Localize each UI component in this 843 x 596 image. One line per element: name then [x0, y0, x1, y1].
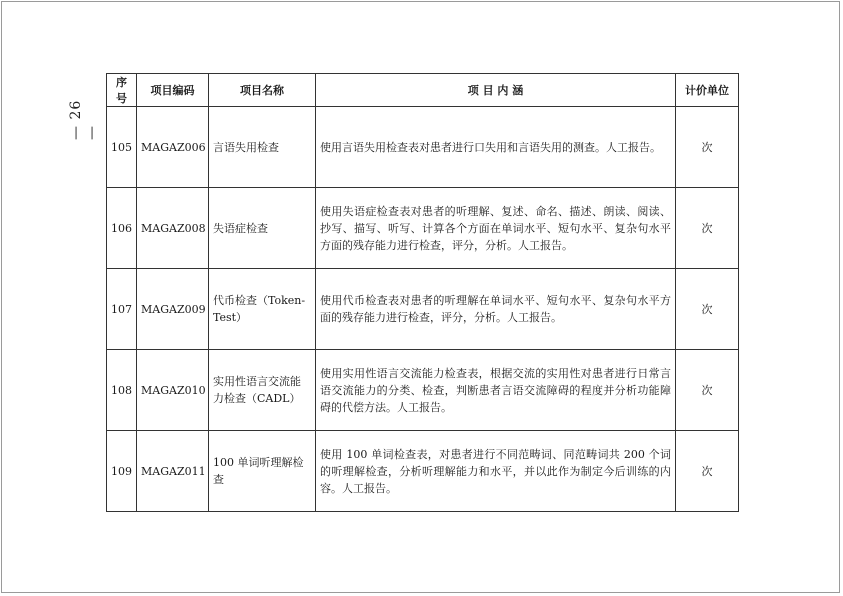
- header-content: 项 目 内 涵: [316, 74, 676, 107]
- row-seq: 106: [107, 188, 137, 269]
- table-row: [107, 188, 739, 269]
- row-unit: 次: [676, 350, 739, 431]
- row-code: MAGAZ008: [137, 188, 209, 269]
- row-code: MAGAZ011: [137, 431, 209, 512]
- row-content: 使用言语失用检查表对患者进行口失用和言语失用的测查。人工报告。: [316, 107, 676, 188]
- header-name: 项目名称: [209, 74, 316, 107]
- row-name: 失语症检查: [209, 188, 316, 269]
- header-seq: 序号: [107, 74, 137, 107]
- header-code: 项目编码: [137, 74, 209, 107]
- row-code: MAGAZ010: [137, 350, 209, 431]
- table-row: [107, 107, 739, 188]
- row-name: 言语失用检查: [209, 107, 316, 188]
- row-name: 100 单词听理解检查: [209, 431, 316, 512]
- row-unit: 次: [676, 431, 739, 512]
- row-seq: 109: [107, 431, 137, 512]
- row-seq: 108: [107, 350, 137, 431]
- row-name: 代币检查（Token-Test）: [209, 269, 316, 350]
- table-row: [107, 350, 739, 431]
- row-content: 使用实用性语言交流能力检查表，根据交流的实用性对患者进行日常言语交流能力的分类、检查，判断患者言语交流障碍的程度并分析功能障碍的代偿方法。人工报告。: [316, 350, 676, 431]
- header-unit: 计价单位: [676, 74, 739, 107]
- table-row: [107, 269, 739, 350]
- table-row: [107, 431, 739, 512]
- row-code: MAGAZ009: [137, 269, 209, 350]
- row-unit: 次: [676, 107, 739, 188]
- row-unit: 次: [676, 188, 739, 269]
- fee-schedule-table: [106, 73, 739, 512]
- page-number: — 26 —: [68, 99, 100, 140]
- row-name: 实用性语言交流能力检查（CADL）: [209, 350, 316, 431]
- row-seq: 105: [107, 107, 137, 188]
- row-content: 使用 100 单词检查表，对患者进行不同范畴词、同范畴词共 200 个词的听理解检查，分析听理解能力和水平，并以此作为制定今后训练的内容。人工报告。: [316, 431, 676, 512]
- row-content: 使用失语症检查表对患者的听理解、复述、命名、描述、朗读、阅读、抄写、描写、听写、计算各个方面在单词水平、短句水平、复杂句水平方面的残存能力进行检查，评分，分析。人工报告。: [316, 188, 676, 269]
- table-header-row: [107, 74, 739, 107]
- row-seq: 107: [107, 269, 137, 350]
- row-code: MAGAZ006: [137, 107, 209, 188]
- row-content: 使用代币检查表对患者的听理解在单词水平、短句水平、复杂句水平方面的残存能力进行检查，评分，分析。人工报告。: [316, 269, 676, 350]
- row-unit: 次: [676, 269, 739, 350]
